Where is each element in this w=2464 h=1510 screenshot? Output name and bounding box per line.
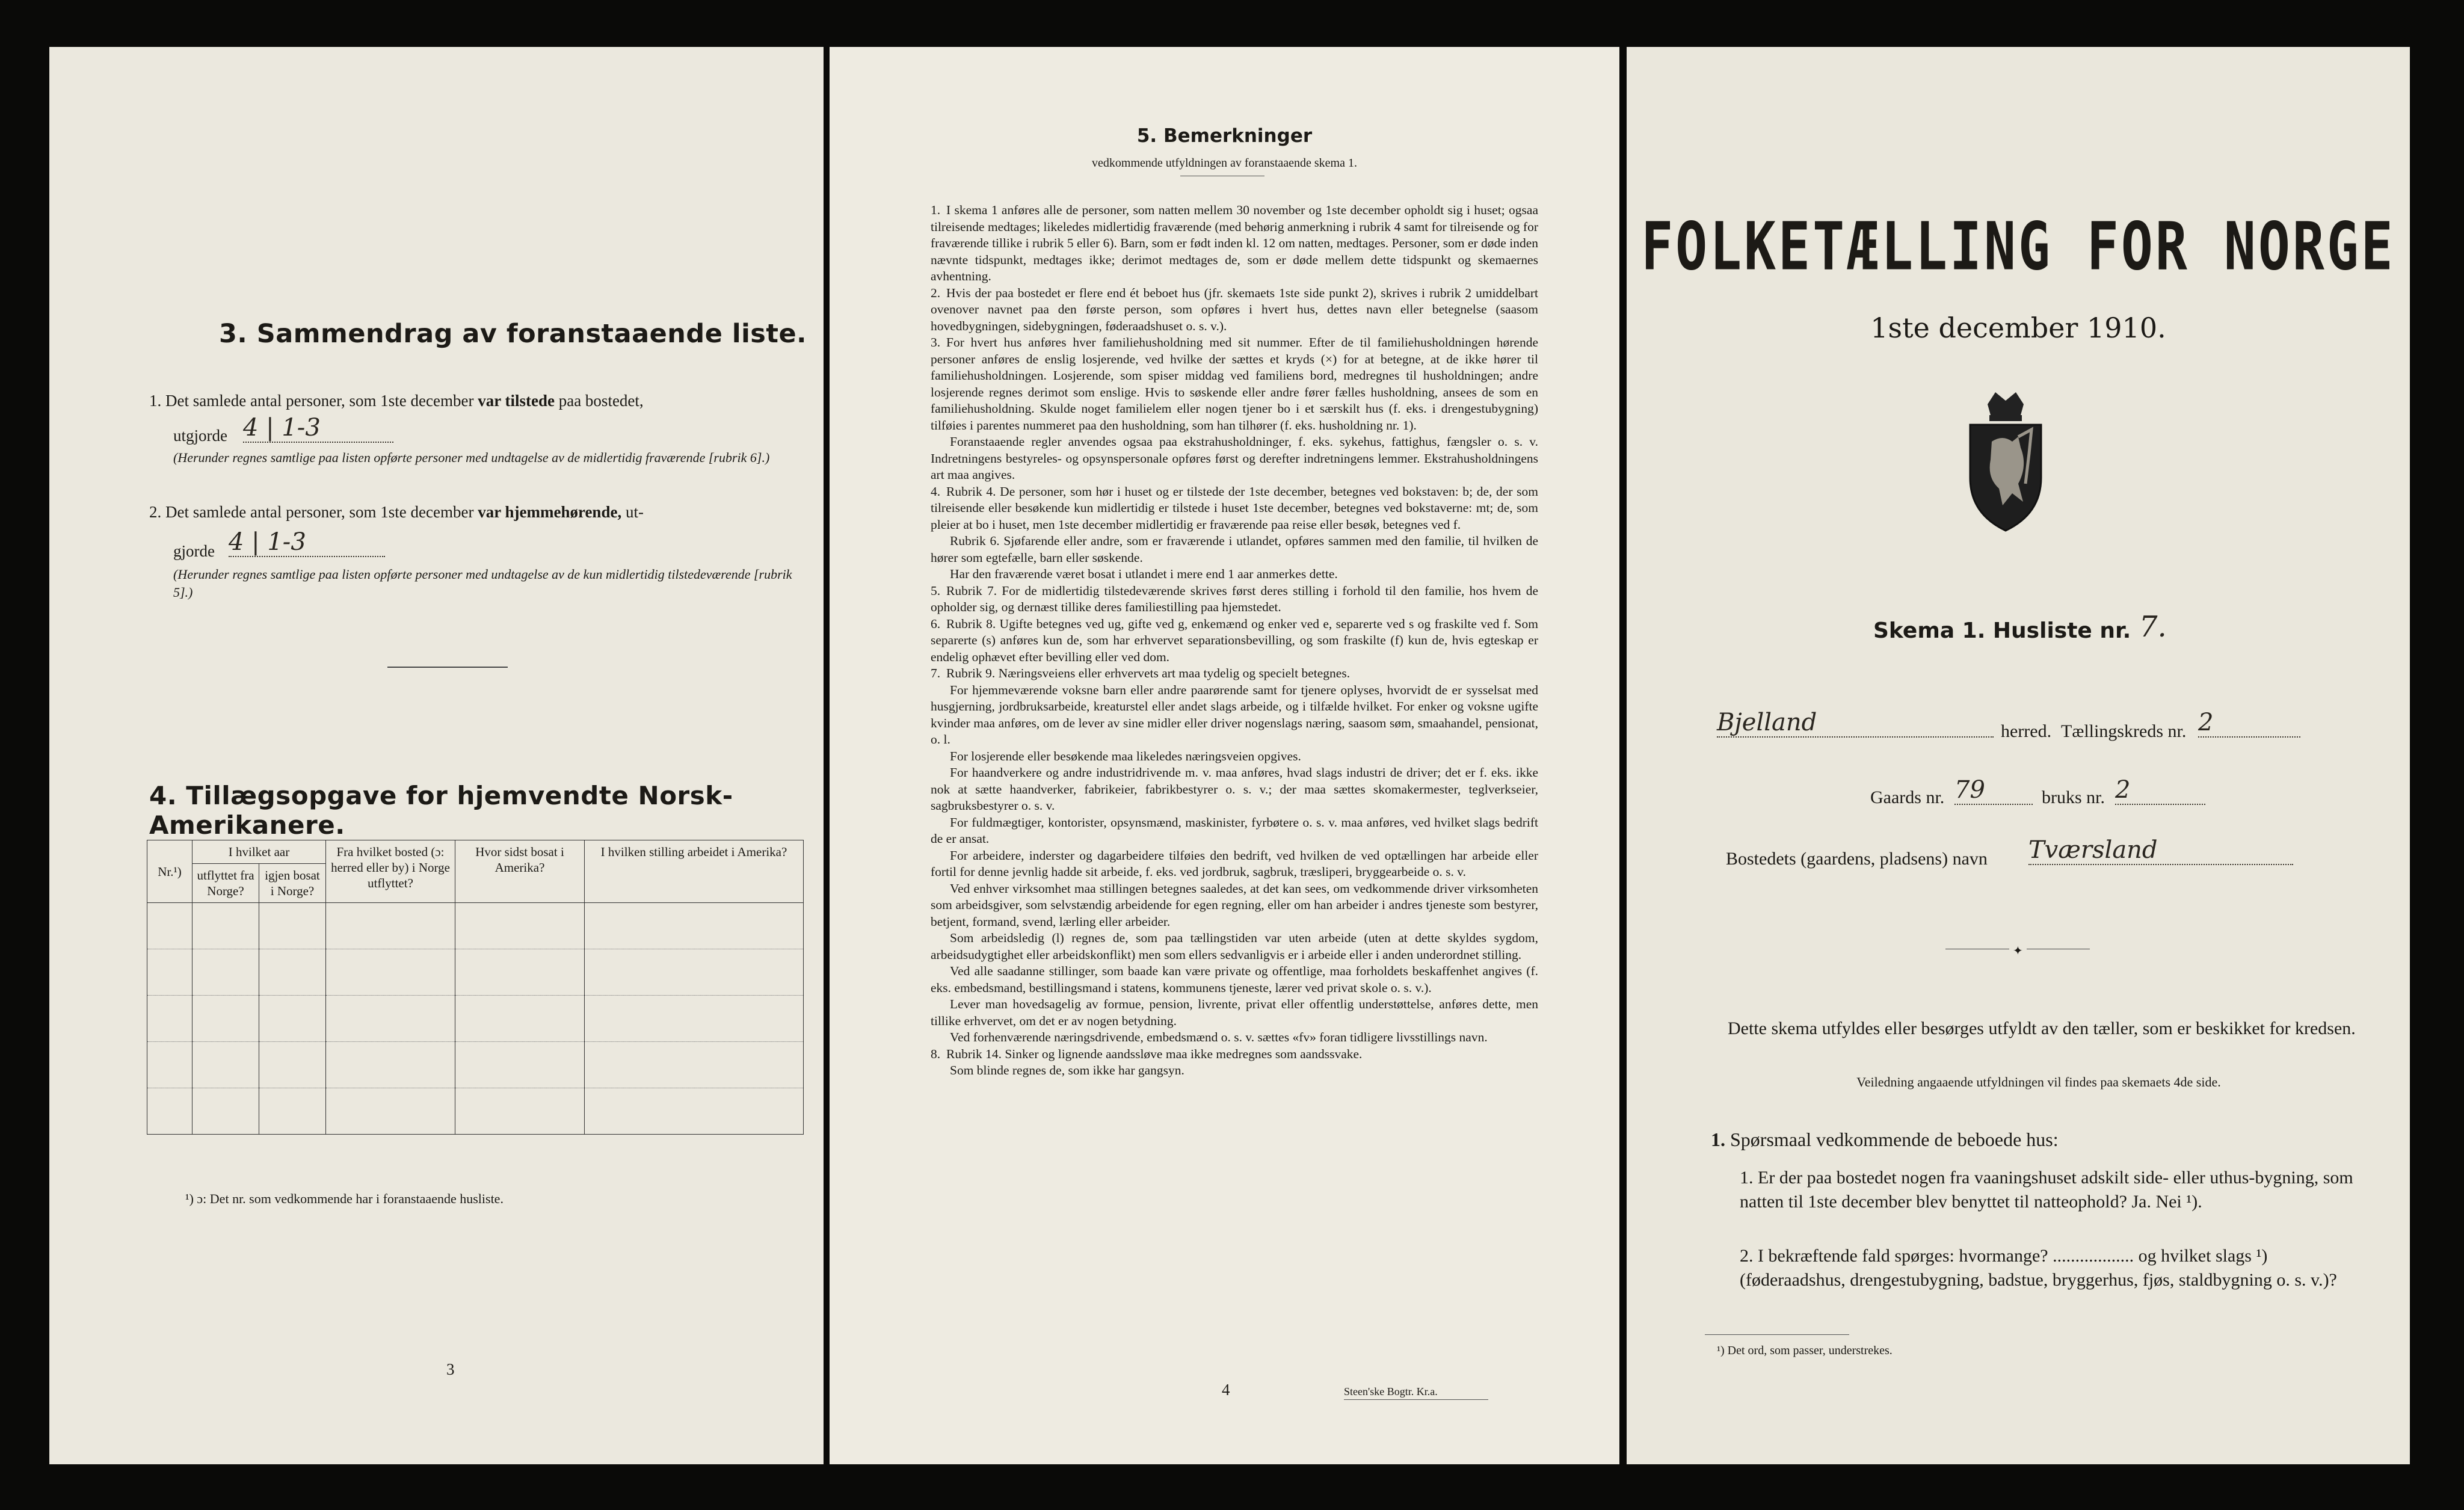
right-page — [1627, 47, 2410, 1464]
remark-text: Rubrik 9. Næringsveiens eller erhvervets art maa tydelig og specielt betegnes. — [946, 666, 1351, 680]
q1-2: 2. I bekræftende fald spørges: hvormange? .................. og hvilket slags ¹) (føderaadshus, drengestubygning, badstue, bryggerhus, fjøs, staldbygning o. s. v.)? — [1740, 1246, 2337, 1290]
item2-text-post: ut- — [625, 503, 644, 521]
remark-number: 8. — [931, 1046, 941, 1061]
remark-item — [931, 881, 1538, 931]
remark-item — [931, 1029, 1538, 1046]
section3-item2 — [149, 501, 799, 523]
item1-text-post: paa bostedet, — [558, 392, 644, 410]
remark-text: Som arbeidsledig (l) regnes de, som paa tællingstiden var uten arbeide (uten at dette skyldes sygdom, arbeidsudygtighet eller arbeidskonflikt) men som ellers sedvanligvis er i arbeide eller i anden underordnet stilling. — [931, 931, 1538, 962]
item2-value: 4 | 1-3 — [229, 528, 385, 557]
remark-number: 3. — [931, 335, 941, 350]
remark-number: 7. — [931, 666, 941, 680]
col-stilling: I hvilken stilling arbeidet i Amerika? — [585, 840, 804, 903]
remark-number: 6. — [931, 616, 941, 631]
gaards-value: 79 — [1954, 776, 2033, 805]
ornament-divider: ✦ — [1945, 943, 2090, 955]
taellingskreds-label: Tællingskreds nr. — [2061, 721, 2187, 741]
herred-value: Bjelland — [1717, 709, 1994, 738]
remark-item — [931, 566, 1538, 583]
col-nr: Nr.¹) — [147, 840, 192, 903]
table-row — [147, 903, 804, 949]
q1-1: 1. Er der paa bostedet nogen fra vaaningshuset adskilt side- eller uthus-bygning, som natten til 1ste december blev benyttet til natteophold? Ja. Nei ¹). — [1740, 1168, 2353, 1212]
remark-text: For hjemmeværende voksne barn eller andre paarørende samt for tjenere oplyses, hvorvidt de er sysselsat med husgjerning, jordbruksarbeide, kreaturstel eller andet slags arbeide, og i tilfælde hvilket. For enker og voksne ugifte kvinder maa anføres, om de lever av sine midler eller driver nogenslags næring, saasom søm, smaahandel, pensionat, o. l. — [931, 682, 1538, 747]
remark-item — [931, 665, 1538, 682]
herred-label: herred. — [2001, 721, 2052, 741]
guidance-text: Veiledning angaaende utfyldningen vil findes paa skemaets 4de side. — [1856, 1074, 2221, 1089]
col-igjen-bosat: igjen bosat i Norge? — [259, 864, 326, 903]
section3-item1 — [149, 390, 799, 411]
q1-heading-text: Spørsmaal vedkommende de beboede hus: — [1730, 1129, 2059, 1150]
bruks-value: 2 — [2115, 776, 2205, 805]
col-utflyttet: utflyttet fra Norge? — [192, 864, 259, 903]
item1-text: 1. Det samlede antal personer, som 1ste december — [149, 392, 474, 410]
skema-label: Skema 1. Husliste nr. — [1873, 618, 2131, 643]
remark-text: Rubrik 6. Sjøfarende eller andre, som er fraværende i utlandet, opføres sammen med den familie, til hvilken de hører som egtefælle, barn eller søskende. — [931, 534, 1538, 565]
remark-text: I skema 1 anføres alle de personer, som natten mellem 30 november og 1ste december opholdt sig i huset; ogsaa tilreisende medtages; likeledes midlertidig fraværende (med behørig anmerkning i rubrik 4 samt for tilreisende og for fraværende tillike i rubrik 5 eller 6). Barn, som er født inden kl. 12 om natten, medtages. Personer, som er døde inden nævnte tidspunkt, medtages ikke; derimot medtages de, som er døde mellem dette tidspunkt og skemaernes avhentning. — [931, 203, 1538, 283]
norsk-amerikanere-table — [147, 840, 804, 1135]
col-fra-bosted: Fra hvilket bosted (ɔ: herred eller by) i Norge utflyttet? — [326, 840, 455, 903]
remark-item — [931, 682, 1538, 748]
remark-item — [931, 484, 1538, 534]
middle-page — [830, 47, 1619, 1464]
remark-item — [931, 1046, 1538, 1063]
table-row — [147, 1042, 804, 1088]
remark-item — [931, 748, 1538, 765]
remark-item — [931, 963, 1538, 996]
remark-item — [931, 334, 1538, 434]
remark-text: Ved alle saadanne stillinger, som baade kan være private og offentlige, maa forholdets beskaffenhet angives (f. eks. embedsmand, bestillingsmand i statens, kommunens tjeneste, lærer ved privat skole o. s. v.). — [931, 964, 1538, 995]
item2-note: (Herunder regnes samtlige paa listen opførte personer med undtagelse av de kun midlertidig tilstedeværende [rubrik 5].) — [173, 567, 792, 600]
bosted-label: Bostedets (gaardens, pladsens) navn — [1726, 849, 1988, 869]
printer-mark: Steen'ske Bogtr. Kr.a. — [1344, 1385, 1438, 1398]
section-divider — [387, 667, 508, 668]
remark-text: For fuldmægtiger, kontorister, opsynsmænd, maskinister, fyrbøtere o. s. v. maa anføres, ved hvilket slags bedrift de er ansat. — [931, 815, 1538, 846]
bosted-value: Tværsland — [2028, 836, 2293, 865]
bruks-label: bruks nr. — [2042, 787, 2105, 807]
remark-text: Ved enhver virksomhet maa stillingen betegnes saaledes, at det kan sees, om vedkommende driver virksomheten som arbeidsgiver, som selvstændig arbeidende for egen regning, eller om han arbeider i andres tjeneste som bestyrer, betjent, formand, svend, lærling eller arbeider. — [931, 881, 1538, 929]
item2-text: 2. Det samlede antal personer, som 1ste december — [149, 503, 474, 521]
remark-text: Rubrik 4. De personer, som hør i huset og er tilstede der 1ste december, betegnes ved bokstaven: b; de, der som tilreisende eller besøkende kun midlertidig er tilstede i huset 1ste december, betegnes ved bokstaverne: mt; de, som pleier at bo i huset, men 1ste december midlertidig er fraværende paa reise eller besøk, betegnes ved f. — [931, 484, 1538, 532]
col-group-hvilket-aar: I hvilket aar — [192, 840, 326, 864]
remark-item — [931, 434, 1538, 484]
remark-text: For arbeidere, inderster og dagarbeidere tilføies den bedrift, ved hvilken de ved optællingen har arbeide eller fortil for denne jevnlig hadde sit arbeide, f. eks. ved jordbruk, sagbruk, træsliperi, bryggearbeide o. s. v. — [931, 848, 1538, 879]
remark-text: Ved forhenværende næringsdrivende, embedsmænd o. s. v. sættes «fv» foran tidligere livsstillings navn. — [950, 1030, 1488, 1044]
remark-item — [931, 996, 1538, 1029]
remark-number: 1. — [931, 203, 941, 217]
item2-lead: gjorde — [173, 542, 215, 560]
remark-item — [931, 583, 1538, 616]
remark-item — [931, 815, 1538, 848]
remark-item — [931, 848, 1538, 881]
page-number-3: 3 — [446, 1360, 455, 1378]
remark-text: Rubrik 14. Sinker og lignende aandssløve maa ikke medregnes som aandssvake. — [946, 1046, 1363, 1061]
q1-number: 1. — [1711, 1129, 1725, 1150]
section4-footnote: ¹) ɔ: Det nr. som vedkommende har i foranstaaende husliste. — [185, 1191, 504, 1206]
remark-item — [931, 930, 1538, 963]
table-row — [147, 949, 804, 996]
taellingskreds-value: 2 — [2198, 709, 2300, 738]
right-footnote: ¹) Det ord, som passer, understrekes. — [1717, 1344, 1893, 1357]
census-date: 1ste december 1910. — [1870, 312, 2166, 344]
section3-heading: 3. Sammendrag av foranstaaende liste. — [219, 319, 807, 349]
bemerkninger-heading: 5. Bemerkninger — [1136, 125, 1313, 147]
coat-of-arms-icon — [1960, 387, 2051, 538]
left-page — [49, 47, 824, 1464]
remark-text: Som blinde regnes de, som ikke har gangsyn. — [950, 1063, 1184, 1077]
census-title: FOLKETÆLLING FOR NORGE — [1641, 208, 2395, 285]
remark-text: Rubrik 8. Ugifte betegnes ved ug, gifte ved g, enkemænd og enker ved e, separerte ved s og fraskilte ved f. Som separerte (s) anføres kun de, som har erhvervet separationsbevilling, og som fraskilte (f) kun de, hvis egteskap er endelig ophævet efter bevilling eller ved dom. — [931, 616, 1538, 664]
table-row — [147, 996, 804, 1042]
gaards-label: Gaards nr. — [1870, 787, 1945, 807]
remark-text: Hvis der paa bostedet er flere end ét beboet hus (jfr. skemaets 1ste side punkt 2), skrives i rubrik 2 umiddelbart ovenover navnet paa den første person, som opføres i hvert hus, dettes navn eller betegnelse (saasom hovedbygningen, sidebygningen, føderaadshuset o. s. v.). — [931, 285, 1538, 333]
instruction-text: Dette skema utfyldes eller besørges utfyldt av den tæller, som er beskikket for kredsen. — [1728, 1018, 2356, 1038]
q1-heading — [1711, 1129, 2059, 1151]
remark-number: 5. — [931, 583, 941, 598]
remark-text: For hvert hus anføres hver familiehusholdning med sit nummer. Efter de til familiehusholdningen hørende personer anføres de enslig losjerende, ved hvilke der sættes et kryds (×) for at betegne, at de ikke hører til familiehusholdningen. Losjerende, som spiser middag ved familiens bord, medregnes til husholdningen; andre losjerende regnes derimot som enslige. Hvis to søskende eller andre fører fælles husholdning, ansees de som en familiehusholdning. Skulde noget familielem eller nogen tjener bo i et særskilt hus (f. eks. i drengestubygning) tilføies i parentes nummeret paa den husholdning, som han tilhører (f. eks. husholdning nr. 1). — [931, 335, 1538, 433]
remark-text: Har den fraværende været bosat i utlandet i mere end 1 aar anmerkes dette. — [950, 567, 1338, 581]
table-row — [147, 1088, 804, 1135]
remark-item — [931, 616, 1538, 666]
remark-text: Foranstaaende regler anvendes ogsaa paa ekstrahusholdninger, f. eks. sykehus, fattighus, fængsler o. s. v. Indretningens bestyreles- og opsynspersonale opføres først og derefter indretningens lemmer. Ekstrahusholdningens art maa angives. — [931, 434, 1538, 482]
remark-number: 2. — [931, 285, 941, 300]
husliste-nr: 7. — [2139, 610, 2167, 644]
remarks-list — [931, 202, 1538, 1079]
bemerkninger-subheading: vedkommende utfyldningen av foranstaaende skema 1. — [1092, 156, 1357, 170]
item1-bold: var tilstede — [478, 392, 555, 410]
item2-bold: var hjemmehørende, — [478, 503, 622, 521]
remark-item — [931, 765, 1538, 815]
remark-item — [931, 202, 1538, 285]
remark-text: For losjerende eller besøkende maa likeledes næringsveien opgives. — [950, 748, 1301, 763]
remark-text: Lever man hovedsagelig av formue, pension, livrente, privat eller offentlig understøttelse, anføres dette, men tillike erhvervet, om det er av nogen betydning. — [931, 997, 1538, 1028]
item1-note: (Herunder regnes samtlige paa listen opførte personer med undtagelse av de midlertidig fraværende [rubrik 6].) — [173, 450, 770, 465]
remark-item — [931, 1062, 1538, 1079]
item1-lead: utgjorde — [173, 427, 227, 445]
remark-item — [931, 533, 1538, 566]
section4-heading: 4. Tillægsopgave for hjemvendte Norsk-Amerikanere. — [149, 781, 733, 840]
remark-number: 4. — [931, 484, 941, 499]
remark-text: For haandverkere og andre industridrivende m. v. maa anføres, hvad slags industri de driver; det er f. eks. ikke nok at sætte haandverker, fabrikeier, fabrikbestyrer o. s. v.; der maa sættes skomakermester, teglverkseier, sagbruksbestyrer o. s. v. — [931, 765, 1538, 813]
footnote-rule — [1705, 1334, 1849, 1335]
printer-rule — [1344, 1399, 1488, 1400]
item1-value: 4 | 1-3 — [243, 414, 393, 443]
remark-text: Rubrik 7. For de midlertidig tilstedeværende skrives først deres stilling i forhold til den familie, hos hvem de opholder sig, og dernæst tillike deres familiestilling paa hjemstedet. — [931, 583, 1538, 614]
page-number-4: 4 — [1222, 1381, 1230, 1399]
remark-item — [931, 285, 1538, 335]
col-sidst-bosat: Hvor sidst bosat i Amerika? — [455, 840, 585, 903]
